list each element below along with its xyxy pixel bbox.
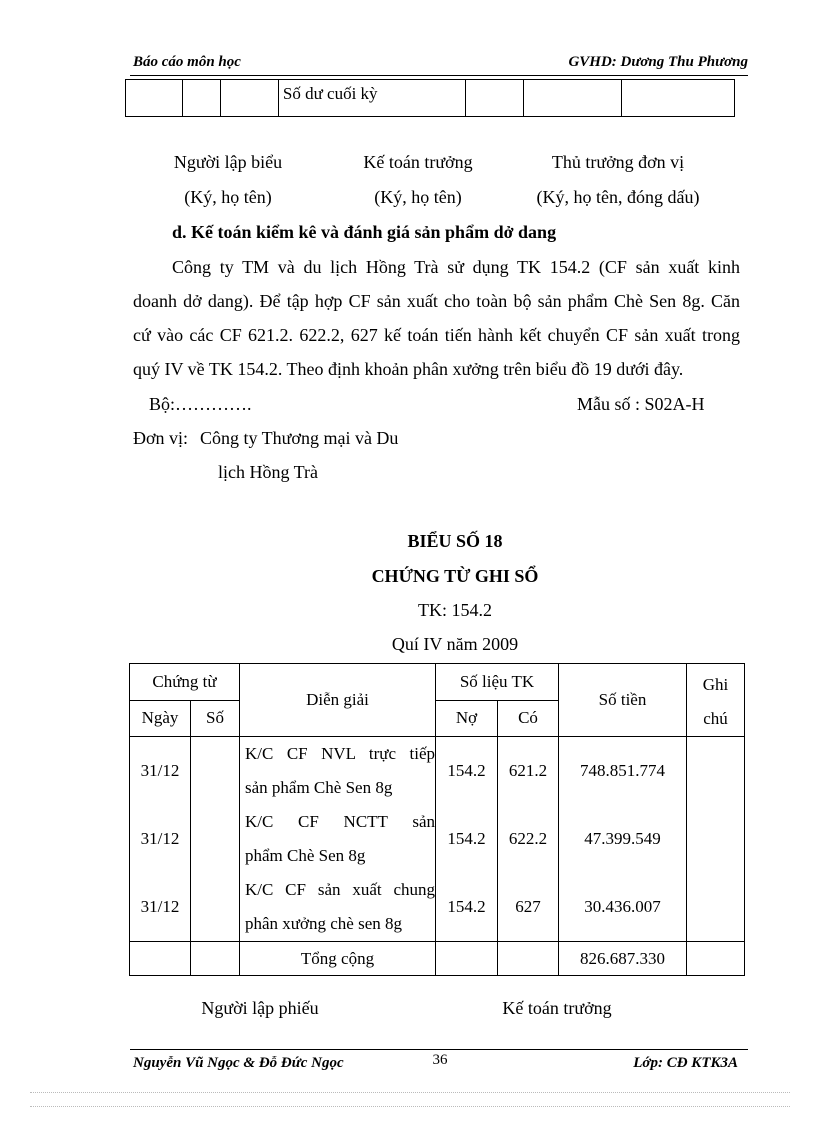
- row-description-line-2: phân xưởng chè sen 8g: [245, 914, 403, 933]
- top-table-cell: [621, 80, 734, 117]
- total-date: [130, 942, 191, 976]
- row-number: [191, 873, 240, 942]
- row-credit: 627: [498, 873, 559, 942]
- top-table-cell: [465, 80, 523, 117]
- row-number: [191, 737, 240, 806]
- signer-role-3: Thủ trưởng đơn vị: [551, 152, 685, 172]
- total-amount: 826.687.330: [559, 942, 687, 976]
- signer-role-1: Người lập biểu: [173, 152, 283, 172]
- row-date: 31/12: [130, 873, 191, 942]
- col-header-account: Số liệu TK: [436, 664, 559, 701]
- form-code: Mẫu số : S02A-H: [577, 394, 705, 414]
- paragraph-line-4: quý IV về TK 154.2. Theo định khoản phân xưởng trên biểu đồ 19 dưới đây.: [133, 359, 684, 379]
- total-debit: [436, 942, 498, 976]
- row-amount: 30.436.007: [559, 873, 687, 942]
- top-table-cell: [220, 80, 278, 117]
- unit-name-line-2: lịch Hồng Trà: [218, 462, 319, 482]
- signer-note-2: (Ký, họ tên): [374, 187, 462, 207]
- prepared-by-label: Người lập phiếu: [201, 998, 319, 1018]
- row-description: [240, 805, 436, 873]
- row-description-line-1: K/C CF NVL trực tiếp: [245, 744, 435, 763]
- ministry-label: Bộ:………….: [149, 394, 252, 414]
- unit-label: Đơn vị:: [133, 428, 189, 448]
- col-header-note-line-2: chú: [703, 709, 728, 728]
- section-heading: d. Kế toán kiểm kê và đánh giá sản phẩm dở dang: [172, 222, 557, 242]
- row-note: [687, 873, 745, 942]
- signer-role-2: Kế toán trưởng: [363, 152, 473, 172]
- page-number: 36: [432, 1052, 448, 1068]
- document-title: CHỨNG TỪ GHI SỔ: [371, 566, 539, 586]
- top-table-cell: [126, 80, 183, 117]
- col-header-credit: Có: [498, 700, 559, 737]
- paragraph-line-3: cứ vào các CF 621.2. 622.2, 627 kế toán tiến hành kết chuyển CF sản xuất trong: [133, 325, 740, 345]
- row-credit: 622.2: [498, 805, 559, 873]
- page-edge-divider: [30, 1092, 790, 1093]
- period: Quí IV năm 2009: [391, 634, 519, 654]
- row-description: [240, 737, 436, 806]
- row-description-line-2: sản phẩm Chè Sen 8g: [245, 778, 393, 797]
- row-description-line-2: phẩm Chè Sen 8g: [245, 846, 366, 865]
- top-table-cell: [523, 80, 621, 117]
- row-description-line-1: K/C CF sản xuất chung: [245, 880, 435, 899]
- total-number: [191, 942, 240, 976]
- total-row: [130, 942, 745, 976]
- col-header-note-line-1: Ghi: [702, 675, 729, 694]
- total-credit: [498, 942, 559, 976]
- row-description-line-1: K/C CF NCTT sản: [245, 812, 435, 831]
- footer-class: Lớp: CĐ KTK3A: [633, 1055, 738, 1071]
- top-table-balance-label: Số dư cuối kỳ: [278, 80, 465, 117]
- row-date: 31/12: [130, 737, 191, 806]
- row-amount: 748.851.774: [559, 737, 687, 806]
- col-header-description: Diễn giải: [240, 664, 436, 737]
- paragraph-line-1: Công ty TM và du lịch Hồng Trà sử dụng TK 154.2 (CF sản xuất kinh: [172, 257, 740, 277]
- table-row: [130, 737, 745, 806]
- row-amount: 47.399.549: [559, 805, 687, 873]
- col-header-voucher: Chứng từ: [130, 664, 240, 701]
- table-row: [130, 873, 745, 942]
- footer-authors: Nguyễn Vũ Ngọc & Đỗ Đức Ngọc: [133, 1055, 344, 1071]
- row-debit: 154.2: [436, 805, 498, 873]
- total-label: Tổng cộng: [240, 942, 436, 976]
- top-table: [125, 79, 735, 117]
- voucher-table: [129, 663, 745, 976]
- row-credit: 621.2: [498, 737, 559, 806]
- row-description: [240, 873, 436, 942]
- col-header-amount: Số tiền: [559, 664, 687, 737]
- row-debit: 154.2: [436, 873, 498, 942]
- total-note: [687, 942, 745, 976]
- form-number-title: BIỂU SỐ 18: [407, 531, 503, 551]
- header-right: GVHD: Dương Thu Phương: [568, 54, 748, 70]
- header-rule: [130, 75, 748, 76]
- row-note: [687, 737, 745, 806]
- table-row: [130, 805, 745, 873]
- chief-accountant-label: Kế toán trưởng: [502, 998, 612, 1018]
- row-debit: 154.2: [436, 737, 498, 806]
- col-header-note: [687, 664, 745, 737]
- row-date: 31/12: [130, 805, 191, 873]
- paragraph-line-2: doanh dở dang). Để tập hợp CF sản xuất cho toàn bộ sản phẩm Chè Sen 8g. Căn: [133, 291, 740, 311]
- col-header-number: Số: [191, 700, 240, 737]
- header-left: Báo cáo môn học: [133, 54, 241, 70]
- row-note: [687, 805, 745, 873]
- signer-note-1: (Ký, họ tên): [184, 187, 272, 207]
- account-number: TK: 154.2: [418, 600, 492, 620]
- signer-note-3: (Ký, họ tên, đóng dấu): [536, 187, 700, 207]
- footer-rule: [130, 1049, 748, 1050]
- top-table-cell: [183, 80, 220, 117]
- page-edge-divider: [30, 1106, 790, 1107]
- col-header-date: Ngày: [130, 700, 191, 737]
- col-header-debit: Nợ: [436, 700, 498, 737]
- unit-name-line-1: Công ty Thương mại và Du: [200, 428, 399, 448]
- row-number: [191, 805, 240, 873]
